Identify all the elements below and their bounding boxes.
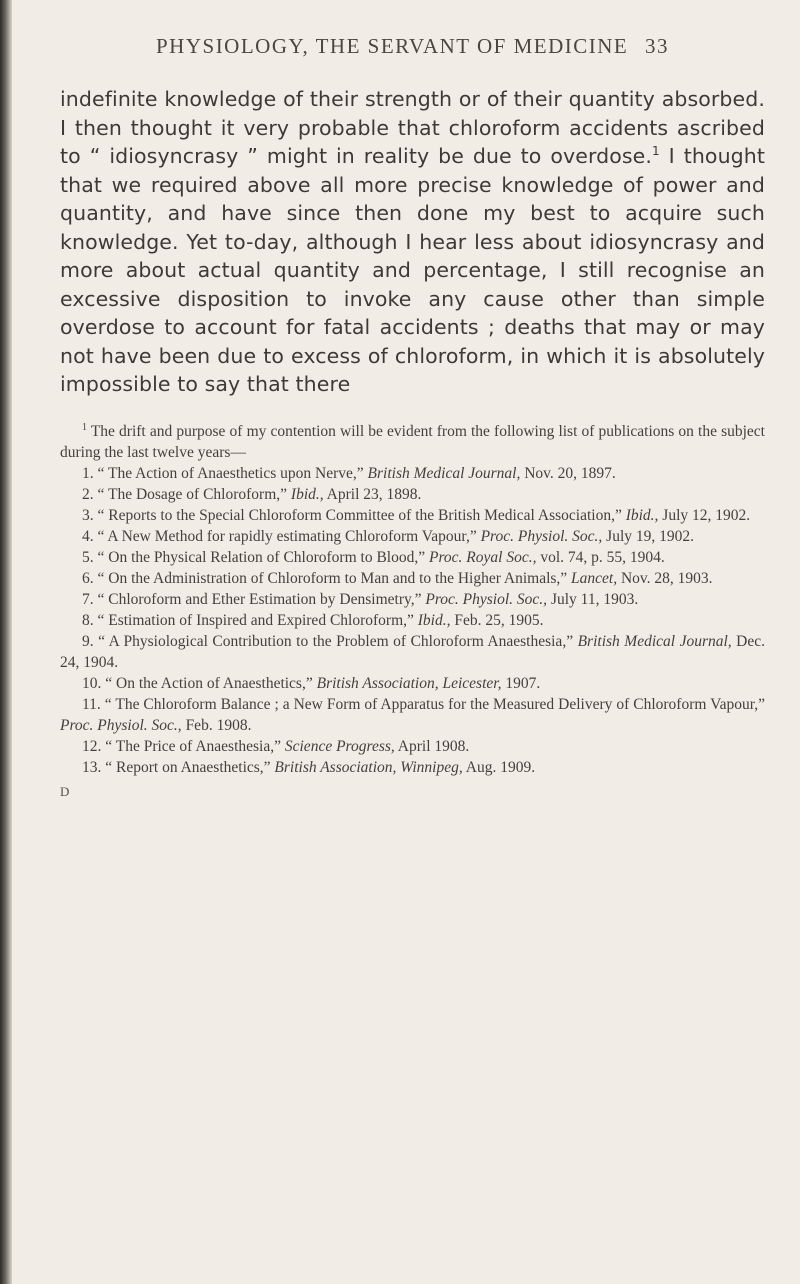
item-source: Proc. Physiol. Soc., xyxy=(425,590,548,608)
item-number: 5. xyxy=(82,548,94,566)
item-date: 1907. xyxy=(501,674,541,692)
item-date: Nov. 20, 1897. xyxy=(520,464,616,482)
publication-list xyxy=(60,463,765,778)
publication-item xyxy=(60,589,765,610)
item-source: Ibid., xyxy=(290,485,324,503)
item-title: “ Chloroform and Ether Estimation by Densimetry,” xyxy=(97,590,426,608)
item-source: British Medical Journal, xyxy=(367,464,521,482)
footnote xyxy=(60,421,765,800)
item-source: Lancet, xyxy=(571,569,618,587)
publication-item xyxy=(60,526,765,547)
publication-item xyxy=(60,568,765,589)
item-number: 6. xyxy=(82,569,94,587)
item-number: 2. xyxy=(82,485,94,503)
item-number: 8. xyxy=(82,611,94,629)
item-title: “ On the Physical Relation of Chloroform to Blood,” xyxy=(97,548,429,566)
main-paragraph xyxy=(60,85,765,399)
item-date: Aug. 1909. xyxy=(462,758,536,776)
publication-item xyxy=(60,484,765,505)
item-title: “ A New Method for rapidly estimating Chloroform Vapour,” xyxy=(97,527,481,545)
item-date: Dec. 24, 1904. xyxy=(60,632,766,671)
publication-item xyxy=(60,757,765,778)
publication-item xyxy=(60,505,765,526)
publication-item xyxy=(60,673,765,694)
footnote-mark: 1 xyxy=(82,421,87,433)
publication-item xyxy=(60,631,765,673)
item-source: Proc. Royal Soc., xyxy=(428,548,537,566)
footnote-intro xyxy=(60,421,765,463)
page-number: 33 xyxy=(644,34,669,58)
item-number: 3. xyxy=(82,506,94,524)
item-source: Science Progress, xyxy=(284,737,395,755)
item-number: 11. xyxy=(82,695,101,713)
item-source: Ibid., xyxy=(625,506,659,524)
item-title: “ On the Administration of Chloroform to Man and to the Higher Animals,” xyxy=(97,569,572,587)
item-title: “ Reports to the Special Chloroform Committee of the British Medical Association,” xyxy=(97,506,626,524)
item-source: Proc. Physiol. Soc., xyxy=(60,716,182,734)
item-title: “ Report on Anaesthetics,” xyxy=(105,758,275,776)
item-date: vol. 74, p. 55, 1904. xyxy=(536,548,665,566)
running-header xyxy=(60,34,765,59)
page-binding-edge xyxy=(0,0,12,1284)
item-source: British Association, Leicester, xyxy=(316,674,502,692)
item-number: 4. xyxy=(82,527,94,545)
publication-item xyxy=(60,463,765,484)
running-title: PHYSIOLOGY, THE SERVANT OF MEDICINE xyxy=(156,34,629,58)
item-source: British Medical Journal, xyxy=(577,632,732,650)
publication-item xyxy=(60,547,765,568)
item-title: “ The Chloroform Balance ; a New Form of Apparatus for the Measured Delivery of Chloroform Vapour,” xyxy=(104,695,766,713)
item-date: April 1908. xyxy=(394,737,470,755)
item-title: “ The Price of Anaesthesia,” xyxy=(105,737,285,755)
item-title: “ A Physiological Contribution to the Problem of Chloroform Anaesthesia,” xyxy=(98,632,578,650)
publication-item xyxy=(60,694,765,736)
item-date: April 23, 1898. xyxy=(323,485,422,503)
item-number: 1. xyxy=(82,464,94,482)
footnote-reference: 1 xyxy=(651,144,660,159)
item-source: Proc. Physiol. Soc., xyxy=(480,527,603,545)
item-number: 13. xyxy=(82,758,102,776)
item-number: 12. xyxy=(82,737,102,755)
publication-item xyxy=(60,736,765,757)
item-title: “ The Dosage of Chloroform,” xyxy=(97,485,291,503)
item-source: British Association, Winnipeg, xyxy=(274,758,463,776)
item-date: July 11, 1903. xyxy=(547,590,639,608)
item-date: July 12, 1902. xyxy=(658,506,751,524)
item-date: Feb. 1908. xyxy=(181,716,252,734)
signature-mark: D xyxy=(60,783,70,799)
item-number: 9. xyxy=(82,632,94,650)
item-number: 7. xyxy=(82,590,94,608)
item-title: “ On the Action of Anaesthetics,” xyxy=(105,674,317,692)
item-date: Nov. 28, 1903. xyxy=(617,569,713,587)
paragraph-text-part2: I thought that we required above all more precise knowledge of power and quantity, and have since then done my best to acquire such knowledge. Yet to-day, although I hear less about idiosyncrasy and more about actual quantity and percentage, I still recognise an excessive disposition to invoke any cause other than simple overdose to account for fatal accidents ; deaths that may or may not have been due to excess of chloroform, in which it is absolutely impossible to say that there xyxy=(60,144,766,396)
item-number: 10. xyxy=(82,674,102,692)
item-date: July 19, 1902. xyxy=(602,527,694,545)
publication-item xyxy=(60,610,765,631)
book-page xyxy=(60,34,765,800)
item-title: “ Estimation of Inspired and Expired Chloroform,” xyxy=(97,611,418,629)
item-date: Feb. 25, 1905. xyxy=(450,611,544,629)
footnote-intro-text: The drift and purpose of my contention will be evident from the following list of publications on the subject during the last twelve years— xyxy=(60,422,765,461)
paragraph-text-part1: indefinite knowledge of their strength or of their quantity absorbed. I then thought it very probable that chloroform accidents ascribed to “ idiosyncrasy ” might in reality be due to overdose. xyxy=(60,87,765,168)
item-source: Ibid., xyxy=(417,611,451,629)
item-title: “ The Action of Anaesthetics upon Nerve,” xyxy=(97,464,368,482)
